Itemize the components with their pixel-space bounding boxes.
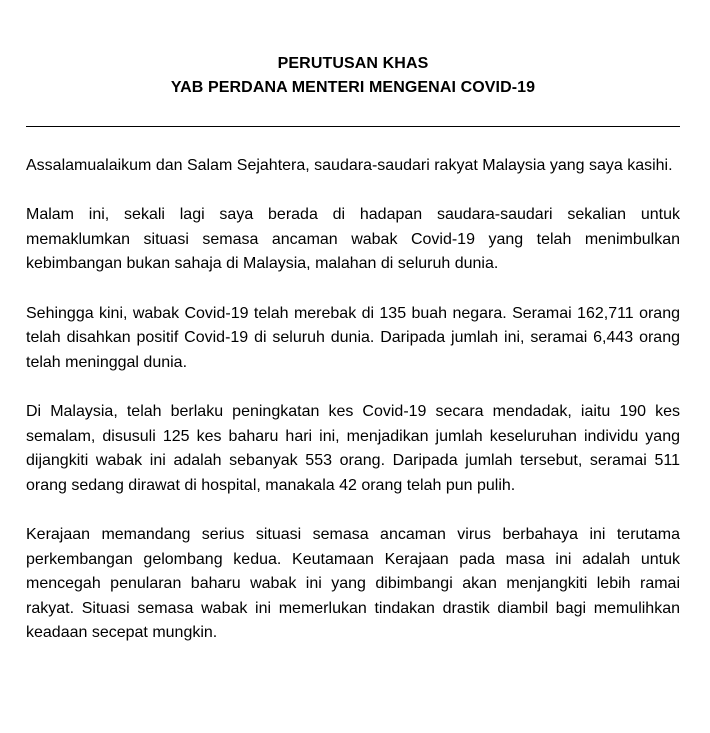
paragraph-government-stance: Kerajaan memandang serius situasi semasa ancaman virus berbahaya ini terutama perkembangan gelombang kedua. Keutamaan Kerajaan pada masa ini adalah untuk mencegah penularan baharu wabak ini yang dibimbangi akan menjangkiti lebih ramai rakyat. Situasi semasa wabak ini memerlukan tindakan drastik diambil bagi memulihkan keadaan secepat mungkin. [26, 525, 680, 642]
paragraph-global-stats: Sehingga kini, wabak Covid-19 telah merebak di 135 buah negara. Seramai 162,711 orang telah disahkan positif Covid-19 di seluruh dunia. Daripada jumlah ini, seramai 6,443 orang telah meninggal dunia. [26, 304, 680, 371]
paragraph-greeting: Assalamualaikum dan Salam Sejahtera, saudara-saudari rakyat Malaysia yang saya kasihi. [26, 157, 673, 174]
title-divider [26, 126, 680, 127]
paragraph-intro: Malam ini, sekali lagi saya berada di hadapan saudara-saudari sekalian untuk memaklumkan situasi semasa ancaman wabak Covid-19 yang telah menimbulkan kebimbangan bukan sahaja di Malaysia, malahan di seluruh dunia. [26, 206, 680, 273]
paragraph-malaysia-stats: Di Malaysia, telah berlaku peningkatan kes Covid-19 secara mendadak, iaitu 190 kes semalam, disusuli 125 kes baharu hari ini, menjadikan jumlah keseluruhan individu yang dijangkiti wabak ini adalah sebanyak 553 orang. Daripada jumlah tersebut, seramai 511 orang sedang dirawat di hospital, manakala 42 orang telah pun pulih. [26, 402, 680, 494]
title-line-2: YAB PERDANA MENTERI MENGENAI COVID-19 [170, 79, 536, 96]
title-line-1: PERUTUSAN KHAS [277, 55, 429, 72]
document-title [26, 52, 680, 100]
document-body [26, 154, 680, 646]
document-page [26, 0, 680, 670]
